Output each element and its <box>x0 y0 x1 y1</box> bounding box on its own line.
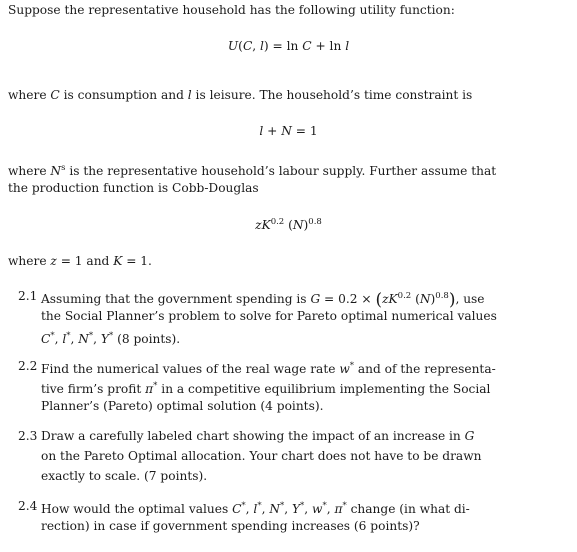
question-2-2-line-3: Planner’s (Pareto) optimal solution (4 points). <box>41 399 324 413</box>
question-2-2-line-2: tive firm’s profit π* in a competitive equilibrium implementing the Social <box>41 381 491 396</box>
intro-line-2 <box>8 85 472 105</box>
question-2-3-line-3: exactly to scale. (7 points). <box>41 469 208 483</box>
utility-equation: U(C, l) = ln C + ln l <box>227 39 350 53</box>
question-number: 2.2 <box>18 359 38 373</box>
var-c: C <box>50 88 60 102</box>
var-l: l <box>187 88 192 102</box>
question-2-1-line-3: C*, l*, N*, Y* (8 points). <box>41 331 181 346</box>
intro-line-5: where z = 1 and K = 1. <box>8 254 152 268</box>
intro-line-3-part-a: where <box>8 164 51 178</box>
production-function-equation: $zK^{0.2}$ $(N)^{0.8}$ <box>255 217 322 232</box>
question-number: 2.1 <box>18 289 38 303</box>
question-number: 2.3 <box>18 429 38 443</box>
question-2-1-line-1: Assuming that the government spending is $G = 0.2 \times (zK^{0.2}$ $(N)^{0.8}$), use <box>41 290 485 310</box>
time-constraint-equation: l + N = 1 <box>259 124 318 138</box>
question-2-3-line-1: Draw a carefully labeled chart showing the impact of an increase in G <box>41 429 475 443</box>
var-ns: $N^s$ <box>50 163 66 178</box>
intro-line-2-part-b: is consumption and <box>59 88 188 102</box>
question-2-4-line-1: How would the optimal values C*, l*, N*, Y*, w*, π* change (in what di- <box>41 501 470 516</box>
question-number: 2.4 <box>18 499 38 513</box>
question-2-2-line-1: Find the numerical values of the real wage rate w* and of the representa- <box>41 361 496 376</box>
intro-line-4: the production function is Cobb-Douglas <box>8 181 259 195</box>
intro-line-2-part-a: where <box>8 88 51 102</box>
question-2-1-line-2: the Social Planner’s problem to solve for Pareto optimal numerical values <box>41 309 497 323</box>
intro-line-2-part-c: is leisure. The household’s time constraint is <box>191 88 473 102</box>
question-2-4-line-2: rection) in case if government spending increases (6 points)? <box>41 519 420 533</box>
intro-line-1: Suppose the representative household has the following utility function: <box>8 3 455 17</box>
question-2-3-line-2: on the Pareto Optimal allocation. Your chart does not have to be drawn <box>41 449 482 463</box>
intro-line-3-part-b: is the representative household’s labour supply. Further assume that <box>65 164 497 178</box>
